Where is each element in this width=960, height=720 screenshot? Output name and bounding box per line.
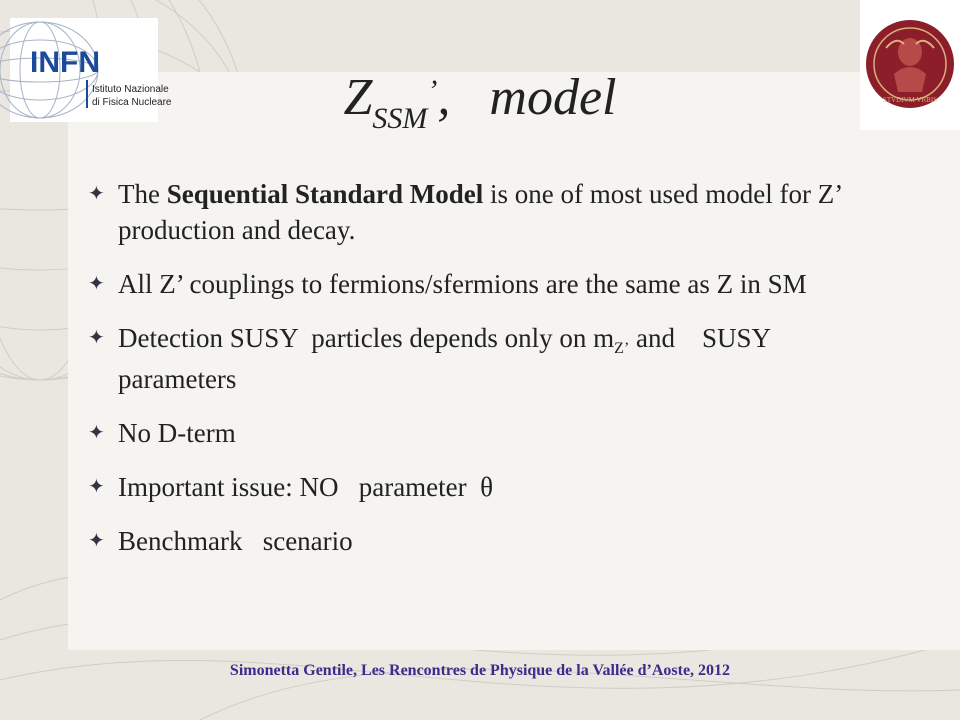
bullet-item	[88, 415, 848, 451]
bullet-item	[88, 266, 848, 302]
four-point-star-icon: ✦	[88, 327, 105, 349]
title-rest: , model	[437, 69, 617, 126]
bullet-bold-text: Sequential Standard Model	[166, 179, 484, 209]
infn-letters: INFN	[30, 46, 100, 79]
bullet-text: No D-term	[118, 418, 236, 448]
four-point-star-icon: ✦	[88, 530, 105, 552]
bullet-text: Detection SUSY particles depends only on m	[118, 323, 615, 353]
bullet-subscript: Z’	[614, 340, 630, 357]
bullet-text: Important issue: NO parameter θ	[118, 472, 494, 502]
seal-text: STVDIVM VRBIS	[882, 96, 938, 104]
bullet-text: Benchmark scenario	[118, 526, 353, 556]
bullet-item	[88, 176, 848, 248]
bullet-text: and SUSY parameters	[118, 323, 777, 394]
bullet-text: All Z’ couplings to fermions/sfermions are the same as Z in SM	[118, 269, 807, 299]
slide-footer: Simonetta Gentile, Les Rencontres de Physique de la Vallée d’Aoste, 2012	[229, 662, 731, 679]
infn-line1: Istituto Nazionale	[92, 84, 169, 95]
four-point-star-icon: ✦	[88, 273, 105, 295]
four-point-star-icon: ✦	[88, 422, 105, 444]
bullet-item	[88, 469, 848, 505]
bullet-item	[88, 320, 848, 397]
bullet-text: is one of most used model for Z’ production and decay.	[118, 179, 842, 245]
title-prime: ’	[427, 74, 438, 107]
title-subscript: SSM	[372, 102, 428, 135]
bullet-list	[88, 176, 848, 577]
bullet-item	[88, 523, 848, 559]
slide-title	[0, 68, 960, 135]
infn-line2: di Fisica Nucleare	[92, 97, 172, 108]
four-point-star-icon: ✦	[88, 183, 105, 205]
bullet-text: The	[118, 179, 167, 209]
title-main: Z	[343, 69, 373, 126]
four-point-star-icon: ✦	[88, 476, 105, 498]
